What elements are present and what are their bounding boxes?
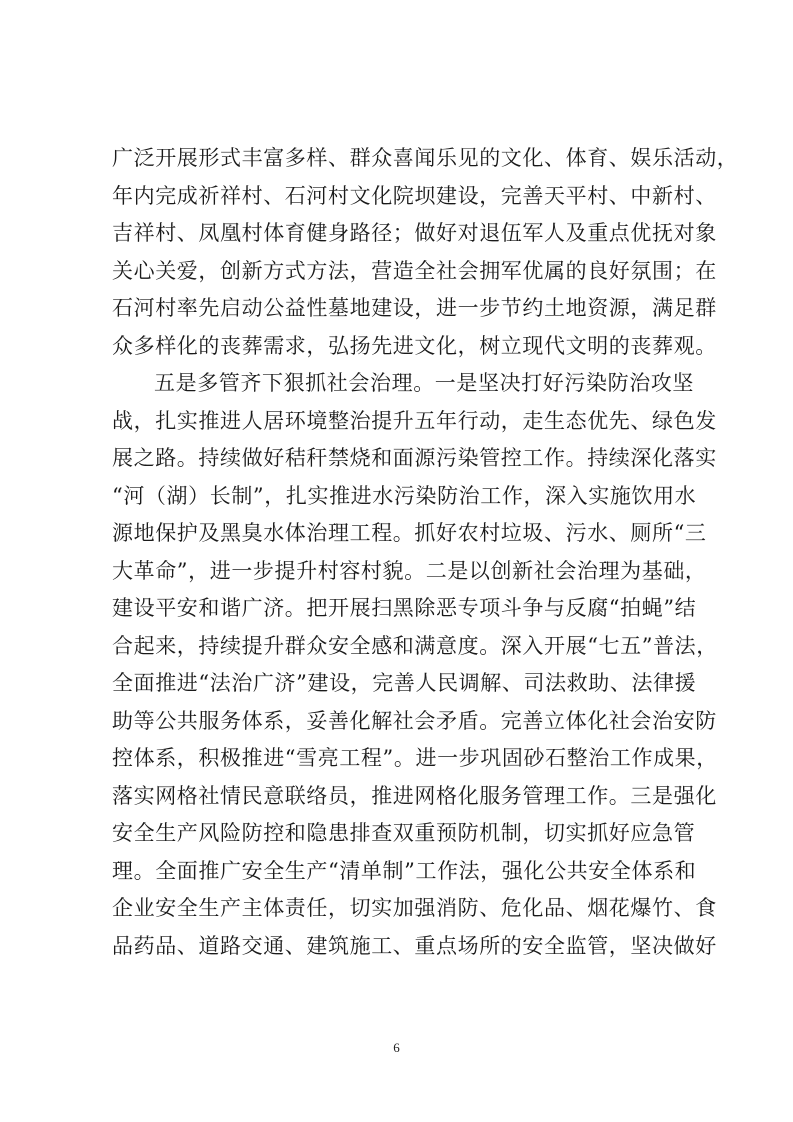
text-line: 众多样化的丧葬需求，弘扬先进文化，树立现代文明的丧葬观。 [112,333,717,358]
text-line: 石河村率先启动公益性墓地建设，进一步节约土地资源，满足群 [112,296,717,320]
text-line: 展之路。持续做好秸秆禁烧和面源污染管控工作。持续深化落实 [112,446,717,470]
text-line: “河（湖）长制”，扎实推进水污染防治工作，深入实施饮用水 [112,483,697,508]
text-line: 源地保护及黑臭水体治理工程。抓好农村垃圾、污水、厕所“三 [112,521,707,545]
text-line: 广泛开展形式丰富多样、群众喜闻乐见的文化、体育、娱乐活动， [112,146,739,170]
paragraph-cultural-activities [112,140,739,365]
text-line: 合起来，持续提升群众安全感和满意度。深入开展“七五”普法， [112,633,718,658]
text-line: 理。全面推广安全生产“清单制”工作法，强化公共安全体系和 [112,858,697,883]
text-line: 五是多管齐下狠抓社会治理。一是坚决打好污染防治攻坚 [154,371,694,395]
page-number: 6 [393,1040,400,1055]
text-line: 落实网格社情民意联络员，推进网格化服务管理工作。三是强化 [112,783,717,808]
text-line: 建设平安和谐广济。把开展扫黑除恶专项斗争与反腐“拍蝇”结 [112,596,697,620]
text-line: 企业安全生产主体责任，切实加强消防、危化品、烟花爆竹、食 [112,896,717,920]
text-line: 关心关爱，创新方式方法，营造全社会拥军优属的良好氛围；在 [112,258,717,283]
text-line: 吉祥村、凤凰村体育健身路径；做好对退伍军人及重点优抚对象 [112,221,717,245]
text-line: 大革命”，进一步提升村容村貌。二是以创新社会治理为基础， [112,558,707,583]
text-line: 品药品、道路交通、建筑施工、重点场所的安全监管，坚决做好 [112,933,717,958]
paragraph-social-governance [112,365,718,965]
text-line: 安全生产风险防控和隐患排查双重预防机制，切实抓好应急管 [112,821,696,845]
text-line: 年内完成祈祥村、石河村文化院坝建设，完善天平村、中新村、 [112,183,717,208]
text-line: 全面推进“法治广济”建设，完善人民调解、司法救助、法律援 [112,671,697,695]
text-line: 助等公共服务体系，妥善化解社会矛盾。完善立体化社会治安防 [112,708,717,733]
text-line: 控体系，积极推进“雪亮工程”。进一步巩固砂石整治工作成果， [112,746,718,770]
text-line: 战，扎实推进人居环境整治提升五年行动，走生态优先、绿色发 [112,408,717,433]
body-text [112,140,739,965]
